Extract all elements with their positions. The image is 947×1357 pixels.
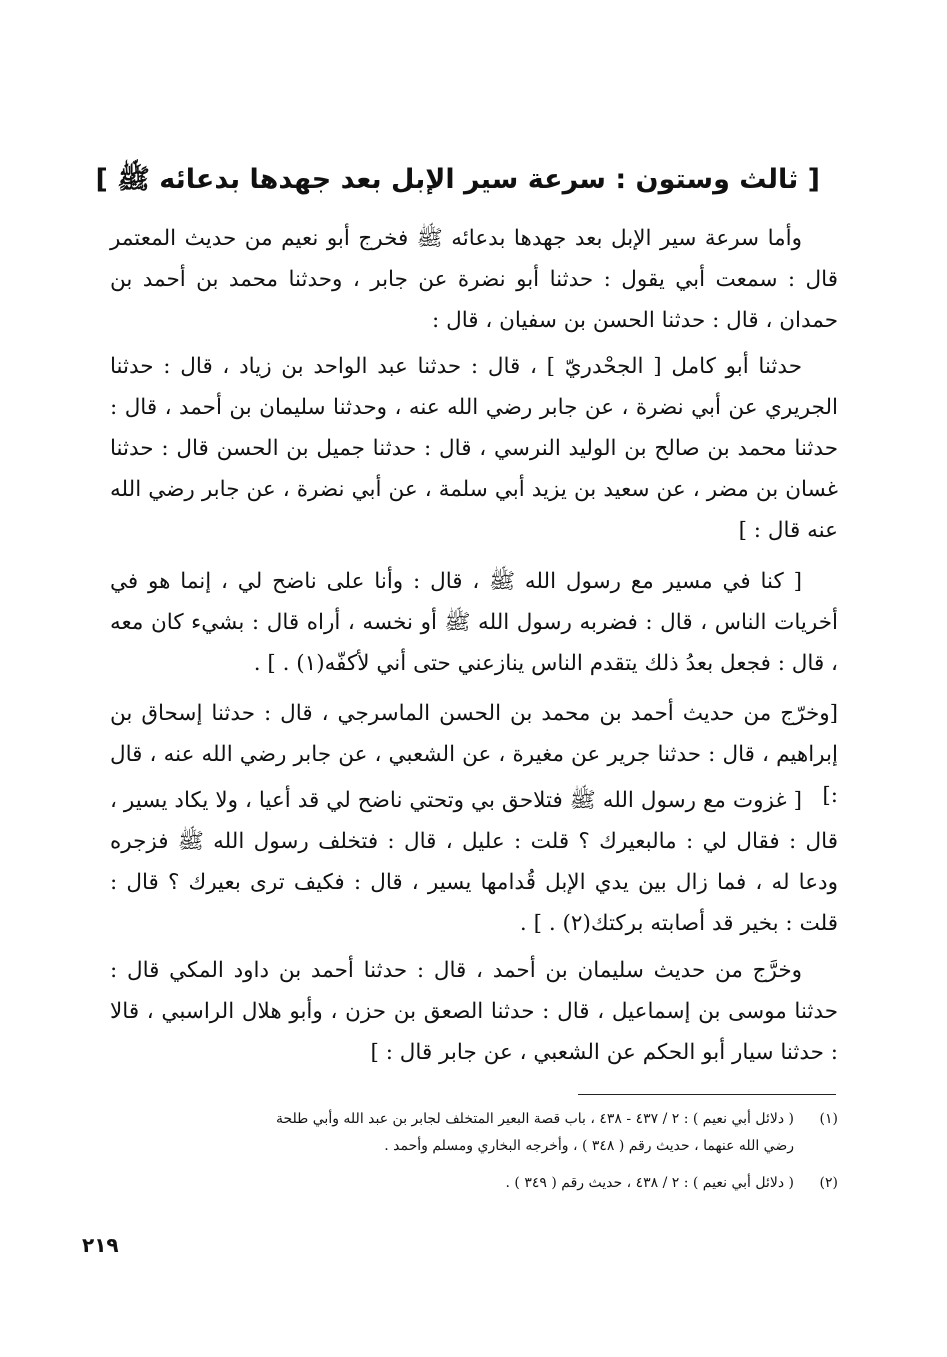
page-number: ٢١٩ bbox=[82, 1233, 119, 1257]
footnote-text: ( دلائل أبي نعيم ) : ٢ / ٤٣٨ ، حديث رقم ( ٣٤٩ ) . bbox=[505, 1175, 794, 1191]
paragraph-2: حدثنا أبو كامل [ الجحْدريّ ] ، قال : حدثنا عبد الواحد بن زياد ، قال : حدثنا الجريري عن أبي نضرة ، عن جابر رضي الله عنه ، وحدثنا سليمان بن أحمد ، قال : حدثنا محمد بن صالح بن الوليد النرسي ، قال : حدثنا جميل بن الحسن قال : حدثنا غسان بن مضر ، عن سعيد بن يزيد أبي سلمة ، عن أبي نضرة ، عن جابر رضي الله عنه قال : ] bbox=[110, 354, 838, 543]
section-heading: [ ثالث وستون : سرعة سير الإبل بعد جهدها بدعائه ﷺ ] bbox=[95, 164, 820, 195]
footnote-text: رضي الله عنهما ، حديث رقم ( ٣٤٨ ) ، وأخرجه البخاري ومسلم وأحمد . bbox=[384, 1138, 794, 1154]
footnote-number: (٢) bbox=[819, 1175, 838, 1191]
paragraph-3: [ كنا في مسير مع رسول الله ﷺ ، قال : وأنا على ناضح لي ، إنما هو في أخريات الناس ، قال : فضربه رسول الله ﷺ أو نخسه ، أراه قال : بشيء كان معه ، قال : فجعل بعدُ ذلك يتقدم الناس ينازعني حتى أني لأكفّه(١) . ] . bbox=[110, 569, 838, 676]
footnote-text: ( دلائل أبي نعيم ) : ٢ / ٤٣٧ - ٤٣٨ ، باب قصة البعير المتخلف لجابر بن عبد الله وأبي طلحة bbox=[275, 1111, 794, 1127]
paragraph-1: وأما سرعة سير الإبل بعد جهدها بدعائه ﷺ فخرج أبو نعيم من حديث المعتمر قال : سمعت أبي يقول : حدثنا أبو نضرة عن جابر ، وحدثنا محمد بن أحمد بن حمدان ، قال : حدثنا الحسن بن سفيان ، قال : bbox=[110, 226, 838, 333]
paragraph-6: وخرَّج من حديث سليمان بن أحمد ، قال : حدثنا أحمد بن داود المكي قال : حدثنا موسى بن إسماعيل ، قال : حدثنا الصعق بن حزن ، وأبو هلال الراسبي ، قالا : حدثنا سيار أبو الحكم عن الشعبي ، عن جابر قال : ] bbox=[110, 958, 838, 1065]
footnote-1 bbox=[110, 1106, 838, 1133]
paragraph-5: [ غزوت مع رسول الله ﷺ فتلاحق بي وتحتي ناضح لي قد أعيا ، ولا يكاد يسير ، قال : فقال لي : مالبعيرك ؟ قلت : عليل ، قال : فتخلف رسول الله ﷺ فزجره ودعا له ، فما زال بين يدي الإبل قُدامها يسير ، قال : فكيف ترى بعيرك ؟ قال : قلت : بخير قد أصابته بركتك(٢) . ] . bbox=[110, 788, 838, 936]
footnote-separator bbox=[578, 1094, 836, 1095]
footnote-number: (١) bbox=[819, 1111, 838, 1127]
footnote-2 bbox=[110, 1170, 838, 1197]
paragraph-4: [وخرّج من حديث أحمد بن محمد بن الحسن الماسرجي ، قال : حدثنا إسحاق بن إبراهيم ، قال : حدثنا جرير عن مغيرة ، عن الشعبي ، عن جابر رضي الله عنه ، قال :] bbox=[110, 701, 838, 808]
footnote-1-continued bbox=[110, 1133, 838, 1160]
